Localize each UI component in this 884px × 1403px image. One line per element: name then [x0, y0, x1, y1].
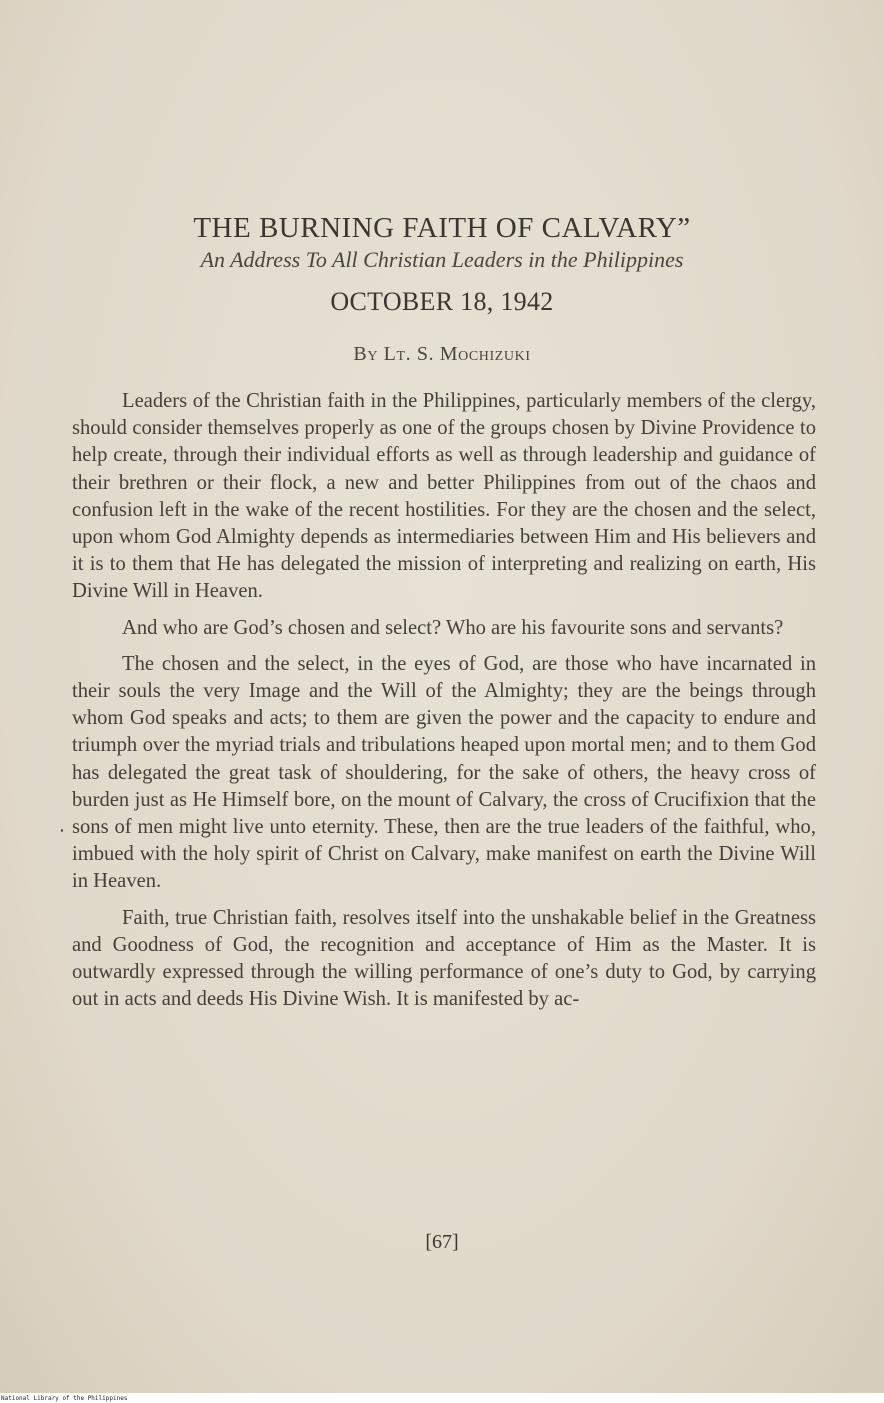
paragraph-2: And who are God’s chosen and select? Who are his favourite sons and servants?: [122, 616, 784, 639]
article-subtitle: An Address To All Christian Leaders in the Philippines: [200, 247, 684, 272]
paragraph-1: Leaders of the Christian faith in the Philippines, particularly members of the clergy, should consider themselves properly as one of the groups chosen by Divine Providence to help create, through their individual efforts as well as through leadership and guidance of their brethren or their flock, a new and better Philippines from out of the chaos and confusion left in the wake of the recent hostilities. For they are the chosen and the select, upon whom God Almighty depends as intermediaries between Him and His believers and it is to them that He has delegated the mission of interpreting and realizing on earth, His Divine Will in Heaven.: [72, 390, 816, 603]
library-credit: National Library of the Philippines: [1, 1395, 128, 1402]
article-body: [72, 388, 816, 1022]
article-title: THE BURNING FAITH OF CALVARY”: [193, 212, 691, 244]
scan-speck: [61, 829, 63, 832]
author-byline: By Lt. S. Mochizuki: [353, 343, 531, 365]
paragraph-3: The chosen and the select, in the eyes of God, are those who have incarnated in their souls the very Image and the Will of the Almighty; they are the beings through whom God speaks and acts; to them are given the power and the capacity to endure and triumph over the myriad trials and tribulations heaped upon mortal men; and to them God has delegated the great task of shouldering, for the sake of others, the heavy cross of burden just as He Himself bore, on the mount of Calvary, the cross of Crucifixion that the sons of men might live unto eternity. These, then are the true leaders of the faithful, who, imbued with the holy spirit of Christ on Calvary, make manifest on earth the Divine Will in Heaven.: [72, 652, 816, 893]
paragraph-4: Faith, true Christian faith, resolves itself into the unshakable belief in the Greatness and Goodness of God, the recognition and acceptance of Him as the Master. It is outwardly expressed through the willing performance of one’s duty to God, by carrying out in acts and deeds His Divine Wish. It is manifested by ac-: [72, 906, 816, 1011]
address-date: OCTOBER 18, 1942: [330, 287, 554, 316]
footer-strip: [0, 1393, 884, 1403]
page-number: [67]: [425, 1231, 459, 1253]
